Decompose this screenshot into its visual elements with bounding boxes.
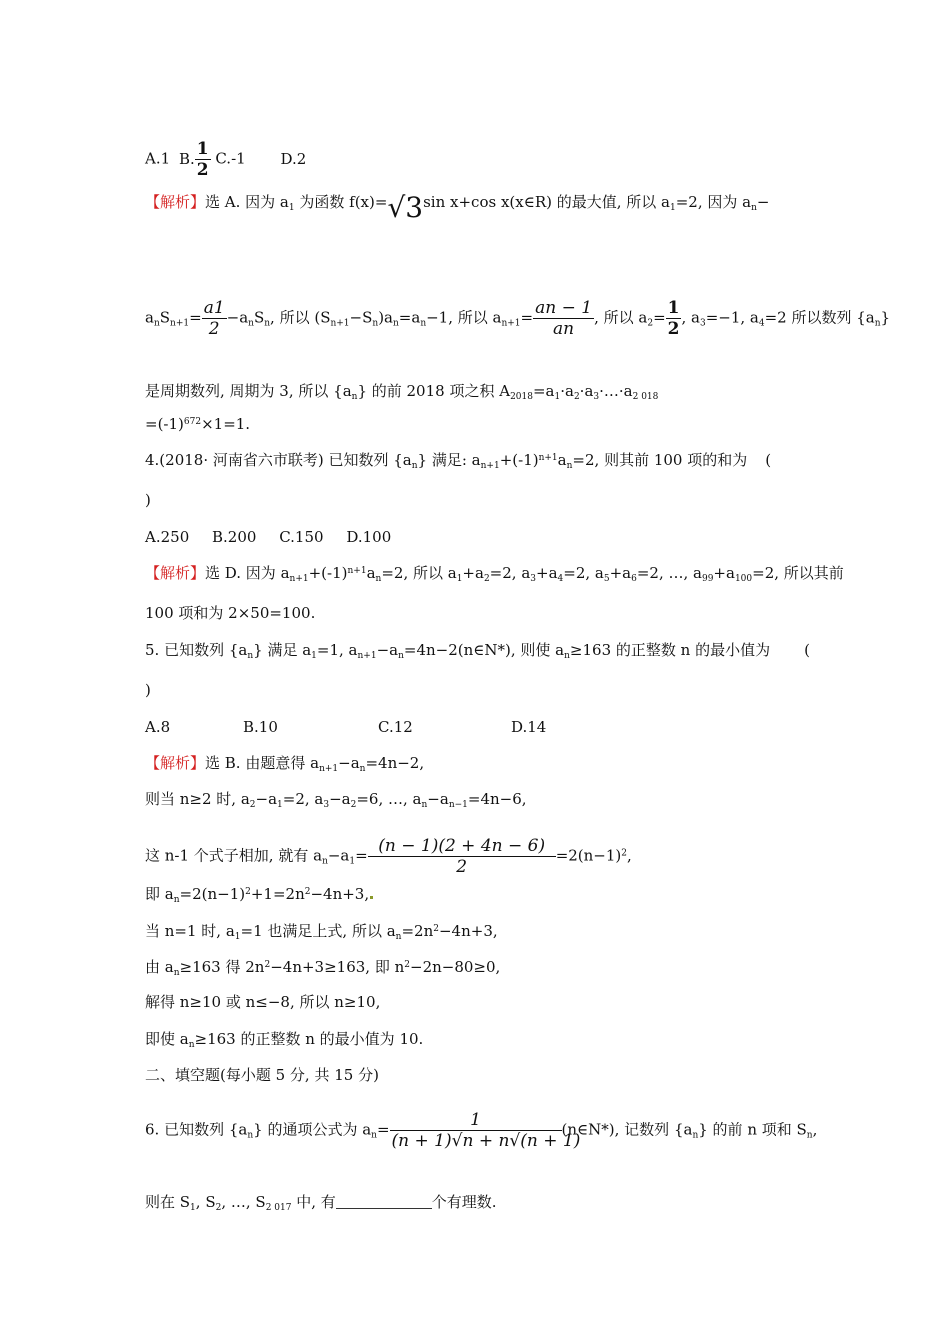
option-b: B.10 — [243, 718, 278, 736]
q5-analysis-line2: 则当 n≥2 时, $a_2-a_1=2$, $a_3-a_2=6$, …, $a_n-a_{n-1}=4n-6$, — [145, 790, 527, 810]
answer-blank[interactable] — [336, 1194, 432, 1209]
a2-fraction: $\frac{1}{2}$ — [667, 298, 680, 339]
option-d: D.14 — [511, 718, 547, 736]
q4-analysis-line1: 【解析】选 D. 因为 $a_{n+1}+(-1)^{n+1}a_n=2$, 所以 $a_1+a_2=2$, $a_3+a_4=2$, $a_5+a_6=2$, …, $a_{99}+a_{100}=2$, 所以其前 — [145, 564, 844, 584]
q5-stem: 5. 已知数列 $\{a_n\}$ 满足 $a_1=1$, $a_{n+1}-a_n=4n-2(n\in N*)$, 则使 $a_n\ge 163$ 的正整数 n 的最小值为 ( — [145, 641, 810, 661]
analysis-tag: 【解析】 — [145, 193, 206, 211]
option-d: D.100 — [346, 528, 392, 546]
option-c: C.-1 — [215, 149, 246, 168]
section-header: 二、填空题(每小题 5 分, 共 15 分) — [145, 1066, 379, 1084]
q4-stem: 4.(2018· 河南省六市联考) 已知数列 $\{a_n\}$ 满足: $a_{n+1}+(-1)^{n+1}a_n=2$, 则其前 100 项的和为 ( — [145, 451, 772, 471]
analysis-tag: 【解析】 — [145, 754, 206, 772]
q5-analysis-line6: 由 $a_n\ge 163$ 得 $2n^2-4n+3\ge 163$, 即 $n^2-2n-80\ge 0$, — [145, 958, 501, 978]
q3-analysis-line2: $a_nS_{n+1}=$ $\frac{a1}{2}$ $-a_nS_n$, 所以 $(S_{n+1}-S_n)a_n=a_n-1$, 所以 $a_{n+1}=$ $\frac{an - 1}{an}$ , 所以 $a_2=$ $\frac{1}{2}$ , $a_3=-1$, $a_4=2$ 所以数列 $\{a_n\}$ — [145, 298, 891, 339]
option-b: B. — [178, 149, 195, 168]
recurrence-fraction: $\frac{an - 1}{an}$ — [535, 298, 593, 339]
option-a: A.8 — [145, 718, 171, 736]
q3-analysis-line3: 是周期数列, 周期为 3, 所以 $\{a_n\}$ 的前 2018 项之积 $A_{2018}=a_1\cdot a_2\cdot a_3\cdot\dots\cdot a_{2 018}$ — [145, 382, 659, 402]
analysis-tag: 【解析】 — [145, 564, 206, 582]
q6-stem-line1: 6. 已知数列 $\{a_n\}$ 的通项公式为 $a_n=$ $\frac{1}{(n + 1)√n + n√(n + 1)}$ (n∈N*), 记数列 $\{a_n\}$ 的前 n 项和 $S_n$, — [145, 1110, 818, 1151]
option-a: A.1 — [145, 149, 171, 168]
sqrt-three: √3 — [387, 191, 424, 224]
q5-analysis-line1: 【解析】选 B. 由题意得 $a_{n+1}-a_n=4n-2$, — [145, 754, 425, 774]
half-fraction: $\frac{1}{2}$ — [196, 139, 209, 180]
q5-paren-close: ) — [145, 681, 151, 699]
q3-analysis-line4: $=(-1)^{672}\times 1=1$. — [145, 415, 251, 433]
q6-stem-line2: 则在 $S_1$, $S_2$, …, $S_{2 017}$ 中, 有 个有理数. — [145, 1193, 497, 1213]
q5-options — [145, 717, 546, 737]
q5-analysis-line5: 当 n=1 时, $a_1=1$ 也满足上式, 所以 $a_n=2n^2-4n+3$, — [145, 922, 498, 942]
a1-over-2-fraction: $\frac{a1}{2}$ — [203, 298, 225, 339]
q4-analysis-line2: 100 项和为 2×50=100. — [145, 604, 316, 622]
option-b: B.200 — [212, 528, 257, 546]
option-c: C.12 — [378, 718, 413, 736]
q5-analysis-line7: 解得 n≥10 或 n≤−8, 所以 n≥10, — [145, 993, 381, 1011]
q4-paren-close: ) — [145, 491, 151, 509]
option-c: C.150 — [279, 528, 324, 546]
q5-analysis-line4: 即 $a_n=2(n-1)^2+1=2n^2-4n+3$, — [145, 884, 373, 904]
option-a: A.250 — [145, 528, 190, 546]
general-term-fraction: $\frac{1}{(n + 1)√n + n√(n + 1)}$ — [391, 1110, 581, 1151]
option-d: D.2 — [280, 149, 307, 168]
sum-fraction: $\frac{(n - 1)(2 + 4n - 6)}{2}$ — [368, 836, 556, 877]
q3-analysis-line1: 【解析】选 A. 因为 $a_1$ 为函数 f(x)=√3sin x+cos x(x∈R) 的最大值, 所以 $a_1=2$, 因为 $a_n-$ — [145, 191, 770, 224]
q5-analysis-line8: 即使 $a_n\ge 163$ 的正整数 n 的最小值为 10. — [145, 1030, 424, 1050]
q5-analysis-line3: 这 n-1 个式子相加, 就有 $a_n-a_1=$ $\frac{(n - 1)(2 + 4n - 6)}{2}$ $=2(n-1)^2$, — [145, 836, 632, 877]
q4-options — [145, 527, 391, 547]
stray-mark — [370, 896, 373, 899]
q3-options — [145, 139, 306, 180]
